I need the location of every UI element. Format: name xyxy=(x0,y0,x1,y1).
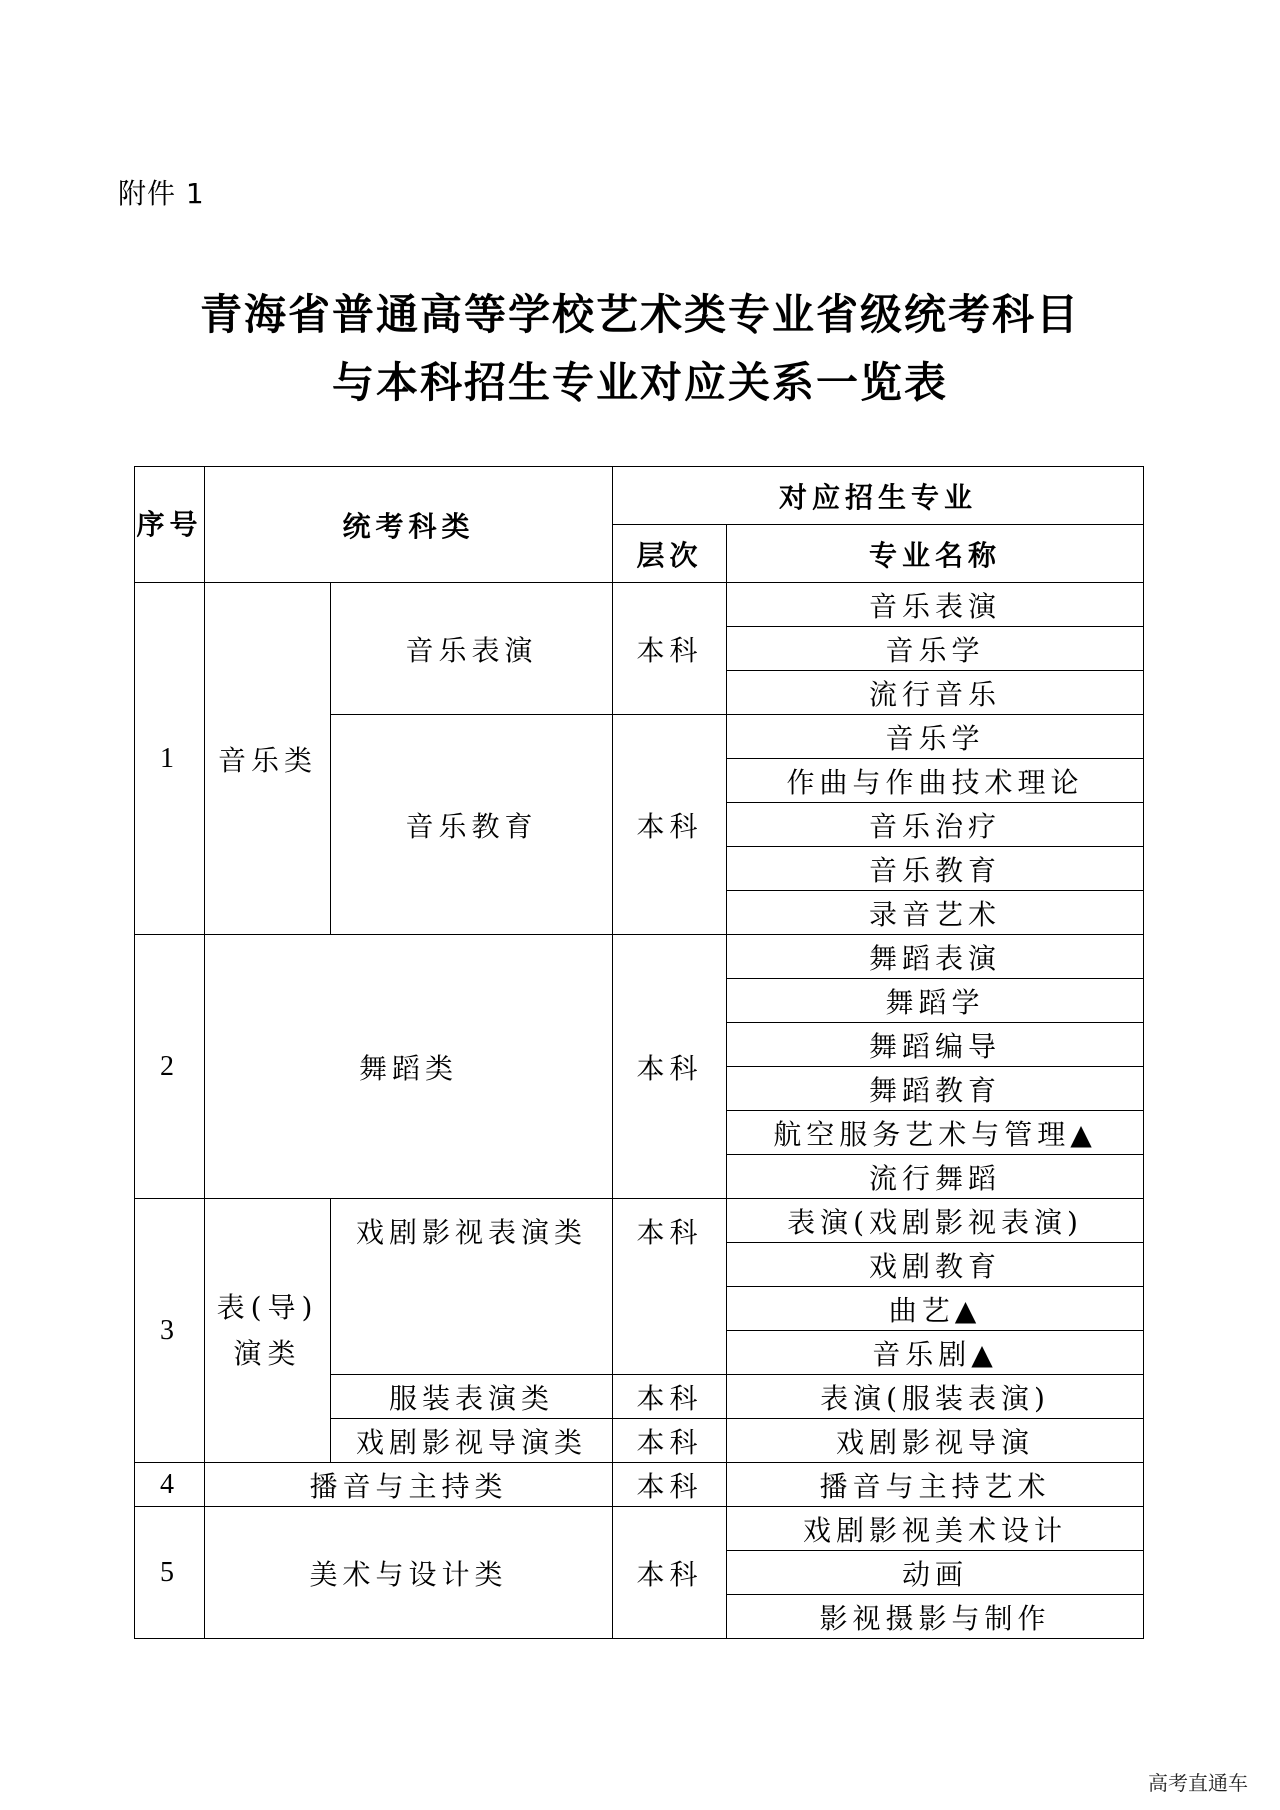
subcategory-cell: 服装表演类 xyxy=(331,1375,613,1419)
header-major-name: 专业名称 xyxy=(727,525,1144,583)
category-cell: 美术与设计类 xyxy=(205,1507,613,1639)
subcategory-cell: 音乐教育 xyxy=(331,715,613,935)
seq-cell: 2 xyxy=(135,935,205,1199)
major-cell: 表演(服装表演) xyxy=(727,1375,1144,1419)
level-cell: 本科 xyxy=(613,1419,727,1463)
category-cell: 舞蹈类 xyxy=(205,935,613,1199)
level-cell: 本科 xyxy=(613,1375,727,1419)
major-cell: 舞蹈学 xyxy=(727,979,1144,1023)
major-cell: 戏剧教育 xyxy=(727,1243,1144,1287)
subcategory-cell: 戏剧影视导演类 xyxy=(331,1419,613,1463)
seq-cell: 4 xyxy=(135,1463,205,1507)
major-cell: 动画 xyxy=(727,1551,1144,1595)
document-title-line1: 青海省普通高等学校艺术类专业省级统考科目 xyxy=(199,290,1080,339)
major-cell: 音乐学 xyxy=(727,627,1144,671)
major-cell: 曲艺▲ xyxy=(727,1287,1144,1331)
seq-cell: 3 xyxy=(135,1199,205,1463)
category-cell: 表(导)演类 xyxy=(205,1199,331,1463)
level-cell: 本科 xyxy=(613,1507,727,1639)
level-cell: 本科 xyxy=(613,935,727,1199)
category-cell: 音乐类 xyxy=(205,583,331,935)
major-cell: 播音与主持艺术 xyxy=(727,1463,1144,1507)
major-cell: 流行舞蹈 xyxy=(727,1155,1144,1199)
major-cell: 流行音乐 xyxy=(727,671,1144,715)
major-cell: 戏剧影视美术设计 xyxy=(727,1507,1144,1551)
major-cell: 舞蹈编导 xyxy=(727,1023,1144,1067)
seq-cell: 5 xyxy=(135,1507,205,1639)
major-cell: 舞蹈教育 xyxy=(727,1067,1144,1111)
level-cell: 本科 xyxy=(613,715,727,935)
watermark: 高考直通车 xyxy=(1148,1771,1248,1795)
level-cell: 本科 xyxy=(613,1199,727,1375)
subcategory-cell: 戏剧影视表演类 xyxy=(331,1199,613,1375)
subcategory-cell: 音乐表演 xyxy=(331,583,613,715)
major-cell: 表演(戏剧影视表演) xyxy=(727,1199,1144,1243)
header-corresponding: 对应招生专业 xyxy=(613,467,1144,525)
major-cell: 音乐剧▲ xyxy=(727,1331,1144,1375)
correspondence-table xyxy=(134,466,1144,1639)
header-level: 层次 xyxy=(613,525,727,583)
seq-cell: 1 xyxy=(135,583,205,935)
major-cell: 影视摄影与制作 xyxy=(727,1595,1144,1639)
major-cell: 舞蹈表演 xyxy=(727,935,1144,979)
attachment-label: 附件 1 xyxy=(118,177,205,210)
major-cell: 音乐表演 xyxy=(727,583,1144,627)
major-cell: 作曲与作曲技术理论 xyxy=(727,759,1144,803)
major-cell: 戏剧影视导演 xyxy=(727,1419,1144,1463)
document-title-line2: 与本科招生专业对应关系一览表 xyxy=(331,358,948,407)
level-cell: 本科 xyxy=(613,583,727,715)
category-cell: 播音与主持类 xyxy=(205,1463,613,1507)
major-cell: 音乐治疗 xyxy=(727,803,1144,847)
major-cell: 航空服务艺术与管理▲ xyxy=(727,1111,1144,1155)
major-cell: 音乐学 xyxy=(727,715,1144,759)
header-seq: 序号 xyxy=(135,467,205,583)
header-category: 统考科类 xyxy=(205,467,613,583)
major-cell: 录音艺术 xyxy=(727,891,1144,935)
level-cell: 本科 xyxy=(613,1463,727,1507)
major-cell: 音乐教育 xyxy=(727,847,1144,891)
